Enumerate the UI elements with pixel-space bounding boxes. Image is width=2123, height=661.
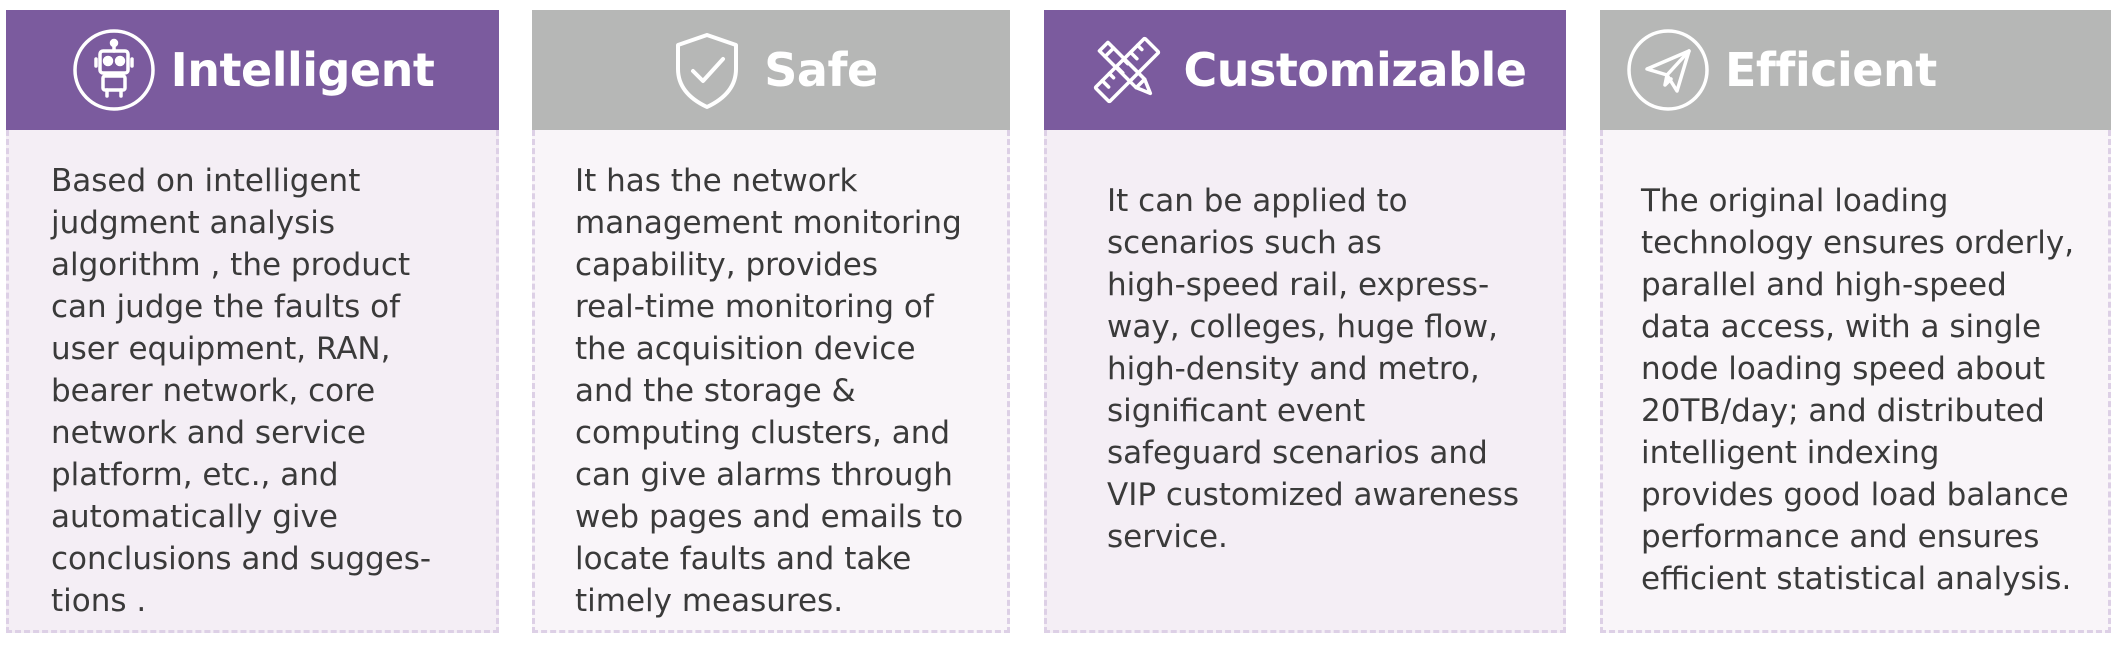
card-header xyxy=(1600,10,2111,130)
card-title: Customizable xyxy=(1183,43,1527,97)
robot-icon xyxy=(71,27,157,113)
card-description: Based on intelligent judgment analysis algorithm , the product can judge the faults of user equipment, RAN, bearer network, core network and service platform, etc., and automatically give conclusions and sugges- tions . xyxy=(51,163,432,619)
card-body xyxy=(532,130,1010,633)
card-header xyxy=(532,10,1010,130)
card-header xyxy=(6,10,499,130)
feature-card-customizable xyxy=(1044,10,1566,633)
card-body xyxy=(1600,130,2111,633)
card-title: Intelligent xyxy=(170,43,435,97)
card-body xyxy=(1044,130,1566,633)
feature-card-safe xyxy=(532,10,1010,633)
paper-plane-icon xyxy=(1625,27,1711,113)
feature-card-efficient xyxy=(1600,10,2111,633)
card-description: The original loading technology ensures orderly, parallel and high-speed data access, with a single node loading speed about 20TB/day; and distributed intelligent indexing provides good load balance performance and ensures efficient statistical analysis. xyxy=(1641,183,2075,597)
card-title: Efficient xyxy=(1725,43,1937,97)
card-description: It has the network management monitoring capability, provides real-time monitoring of the acquisition device and the storage & computing clusters, and can give alarms through web pages and emails to locate faults and take timely measures. xyxy=(575,163,964,619)
pencil-ruler-icon xyxy=(1084,27,1170,113)
shield-check-icon xyxy=(664,27,750,113)
feature-card-intelligent xyxy=(6,10,499,633)
card-body xyxy=(6,130,499,633)
card-description: It can be applied to scenarios such as high-speed rail, express- way, colleges, huge flow, high-density and metro, significant event safeguard scenarios and VIP customized awareness service. xyxy=(1107,183,1520,555)
card-header xyxy=(1044,10,1566,130)
card-title: Safe xyxy=(764,43,878,97)
